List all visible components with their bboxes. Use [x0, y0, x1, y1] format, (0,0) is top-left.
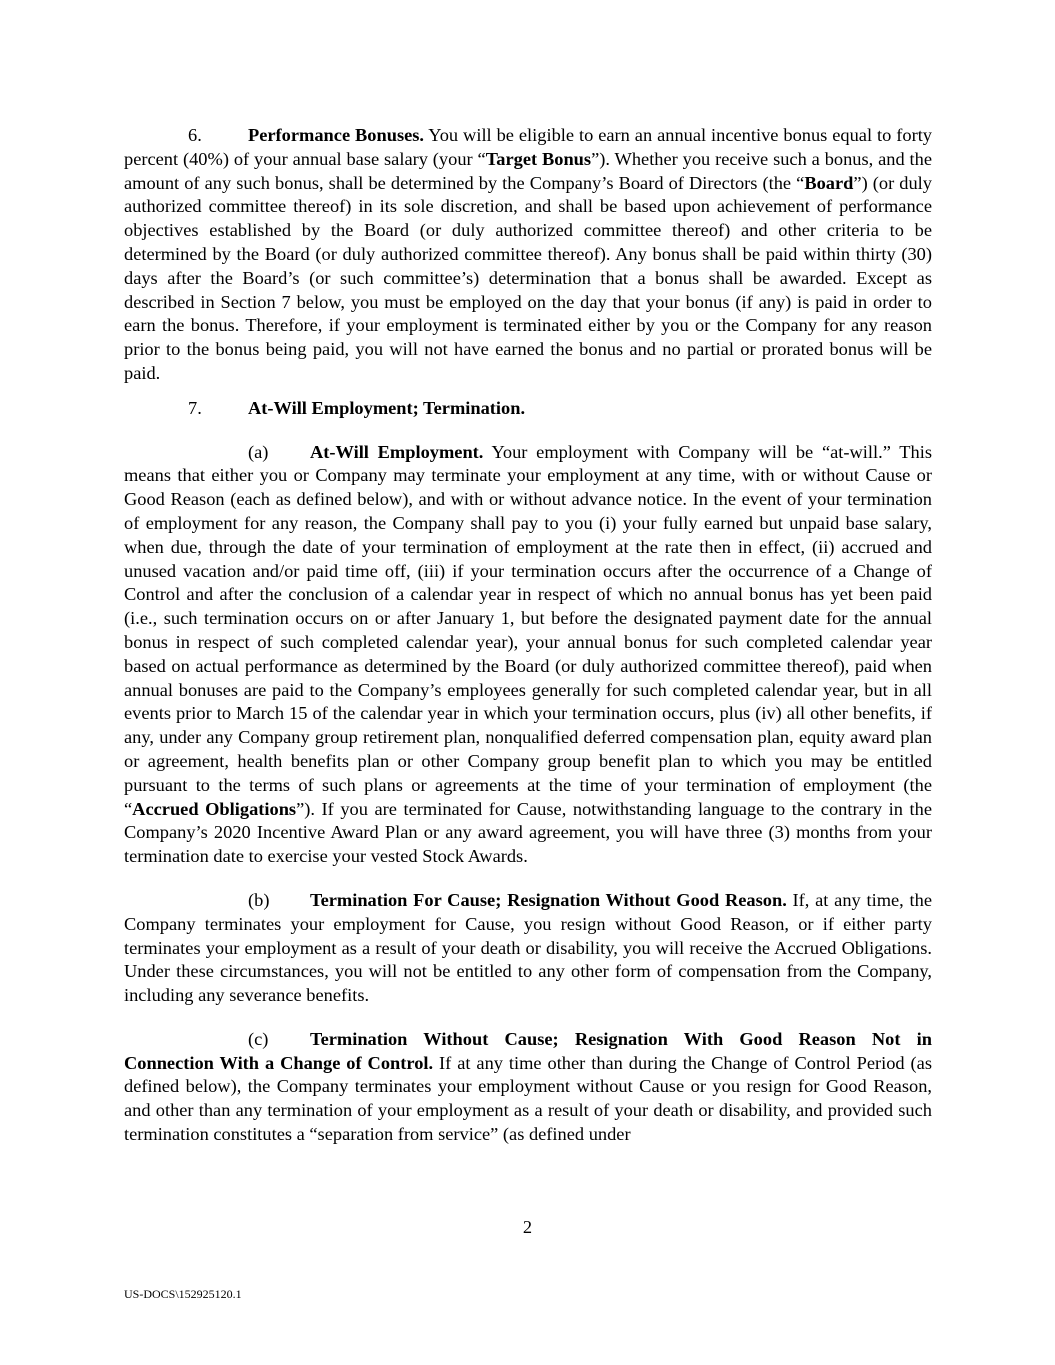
subsection-a-paragraph: (a) At-Will Employment. Your employment with Company will be “at-will.” This means that either you or Company may terminate your employment at any time, with or without Cause or Good Reason (each as defined below), and with or without advance notice. In the event of your termination of employment for any reason, the Company shall pay to you (i) your fully earned but unpaid base salary, when due, through the date of your termination of employment at the rate then in effect, (ii) accrued and unused vacation and/or paid time off, (iii) if your termination occurs after the occurrence of a Change of Control and after the conclusion of a calendar year in respect of which no annual bonus has yet been paid (i.e., such termination occurs on or after January 1, but before the designated payment date for the annual bonus in respect of such completed calendar year), your annual bonus for such completed calendar year based on actual performance as determined by the Board (or duly authorized committee thereof), paid when annual bonuses are paid to the Company’s employees generally for such completed calendar year, but in all events prior to March 15 of the calendar year in which your termination occurs, plus (iv) all other benefits, if any, under any Company group retirement plan, nonqualified deferred compensation plan, equity award plan or agreement, health benefits plan or other Company group benefit plan to which you may be entitled pursuant to the terms of such plans or agreements at the time of your termination of employment (the “Accrued Obligations”). If you are terminated for Cause, notwithstanding language to the contrary in the Company’s 2020 Incentive Award Plan or any award agreement, you will have three (3) months from your termination date to exercise your vested Stock Awards.: [124, 441, 932, 867]
subsection-c-label: (c): [248, 1028, 269, 1049]
page-number: 2: [522, 1217, 533, 1237]
section-6-paragraph: 6. Performance Bonuses. You will be eligible to earn an annual incentive bonus equal to forty percent (40%) of your annual base salary (your “Target Bonus”). Whether you receive such a bonus, and the amount of any such bonus, shall be determined by the Company’s Board of Directors (the “Board”) (or duly authorized committee thereof) in its sole discretion, and shall be based upon achievement of performance objectives established by the Board (or duly authorized committee thereof) and other criteria to be determined by the Board (or duly authorized committee thereof). Any bonus shall be paid within thirty (30) days after the Board’s (or such committee’s) determination that a bonus shall be awarded. Except as described in Section 7 below, you must be employed on the day that your bonus (if any) is paid in order to earn the bonus. Therefore, if your employment is terminated either by you or the Company for any reason prior to the bonus being paid, you will not have earned the bonus and no partial or prorated bonus will be paid.: [124, 125, 933, 383]
accrued-obligations-term: Accrued Obligations: [132, 798, 297, 819]
section-6-number: 6.: [188, 125, 202, 145]
section-7-heading: At-Will Employment; Termination.: [248, 397, 526, 418]
subsection-c-heading: Termination Without Cause; Resignation With Good Reason Not in Connection With a Change of Control.: [124, 1028, 932, 1073]
subsection-b-heading: Termination For Cause; Resignation Without Good Reason.: [310, 889, 787, 910]
subsection-b-label: (b): [248, 889, 270, 910]
document-id-footer: US-DOCS\152925120.1: [124, 1287, 242, 1301]
document-body: [124, 124, 932, 1147]
subsection-b-paragraph: (b) Termination For Cause; Resignation Without Good Reason. If, at any time, the Company terminates your employment for Cause, you resign without Good Reason, or if either party terminates your employment as a result of your death or disability, you will receive the Accrued Obligations. Under these circumstances, you will not be entitled to any other form of compensation from the Company, including any severance benefits.: [124, 889, 932, 1006]
board-term: Board: [804, 172, 854, 193]
section-6-heading: Performance Bonuses.: [248, 125, 425, 145]
target-bonus-term: Target Bonus: [485, 148, 592, 169]
section-7-number: 7.: [188, 397, 202, 418]
subsection-c-paragraph: (c) Termination Without Cause; Resignation With Good Reason Not in Connection With a Change of Control. If at any time other than during the Change of Control Period (as defined below), the Company terminates your employment without Cause or you resign for Good Reason, and other than any termination of your employment as a result of your death or disability, and provided such termination constitutes a “separation from service” (as defined under: [124, 1028, 932, 1145]
subsection-a-heading: At-Will Employment.: [310, 441, 484, 462]
section-7-heading-line: [124, 397, 932, 421]
subsection-a-label: (a): [248, 441, 269, 462]
